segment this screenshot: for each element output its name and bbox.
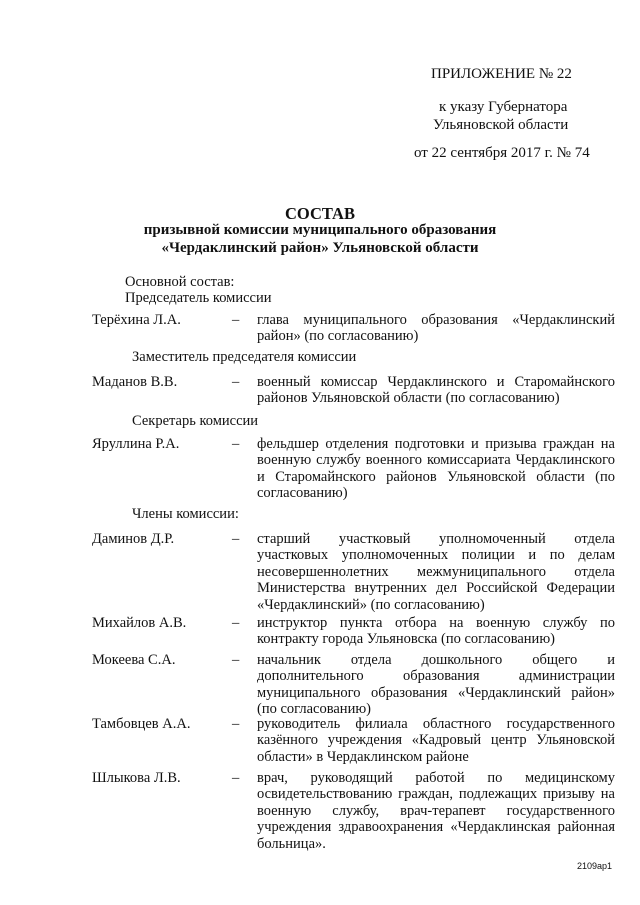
members-label: Члены комиссии:: [132, 506, 239, 522]
member-dash: –: [232, 531, 240, 547]
member-description: врач, руководящий работой по медицинскому освидетельствованию граждан, подлежащих призыву на военную службу, врач-терапевт государственного учреждения здравоохранения «Чердаклинская районная больница».: [257, 770, 615, 852]
decree-region: Ульяновской области: [433, 117, 569, 133]
deputy-description: военный комиссар Чердаклинского и Старомайнского районов Ульяновской области (по согласованию): [257, 374, 615, 407]
secretary-name: Яруллина Р.А.: [92, 436, 180, 452]
member-description: руководитель филиала областного государственного казённого учреждения «Кадровый центр Ульяновской области» в Чердаклинском районе: [257, 716, 615, 765]
document-subtitle-line2: «Чердаклинский район» Ульяновской области: [161, 240, 479, 256]
main-composition-label: Основной состав:: [125, 274, 235, 290]
member-name: Мокеева С.А.: [92, 652, 176, 668]
member-name: Шлыкова Л.В.: [92, 770, 181, 786]
member-dash: –: [232, 652, 240, 668]
secretary-description: фельдшер отделения подготовки и призыва граждан на военную службу военного комиссариата Чердаклинского и Старомайнского районов Ульяновской области (по согласованию): [257, 436, 615, 502]
deputy-dash: –: [232, 374, 240, 390]
decree-date: от 22 сентября 2017 г. № 74: [414, 145, 590, 161]
member-description: инструктор пункта отбора на военную службу по контракту города Ульяновска (по согласованию): [257, 615, 615, 648]
chairman-role: Председатель комиссии: [125, 290, 272, 306]
document-subtitle-line1: призывной комиссии муниципального образования: [143, 222, 497, 238]
member-name: Михайлов А.В.: [92, 615, 187, 631]
deputy-name: Маданов В.В.: [92, 374, 178, 390]
member-dash: –: [232, 770, 240, 786]
member-dash: –: [232, 716, 240, 732]
secretary-role: Секретарь комиссии: [132, 413, 259, 429]
decree-reference: к указу Губернатора: [439, 99, 568, 115]
chairman-dash: –: [232, 312, 240, 328]
secretary-dash: –: [232, 436, 240, 452]
member-description: старший участковый уполномоченный отдела участковых уполномоченных полиции и по делам несовершеннолетних межмуниципального отдела Министерства внутренних дел Российской Федерации «Чердаклинский» (по согласованию): [257, 531, 615, 613]
chairman-description: глава муниципального образования «Чердаклинский район» (по согласованию): [257, 312, 615, 345]
chairman-name: Терёхина Л.А.: [92, 312, 181, 328]
member-description: начальник отдела дошкольного общего и дополнительного образования администрации муниципального образования «Чердаклинский район» (по согласованию): [257, 652, 615, 718]
member-dash: –: [232, 615, 240, 631]
member-name: Даминов Д.Р.: [92, 531, 175, 547]
appendix-number: ПРИЛОЖЕНИЕ № 22: [431, 66, 572, 82]
document-title: СОСТАВ: [285, 204, 355, 223]
deputy-role: Заместитель председателя комиссии: [132, 349, 357, 365]
member-name: Тамбовцев А.А.: [92, 716, 191, 732]
document-code: 2109ap1: [576, 861, 612, 871]
